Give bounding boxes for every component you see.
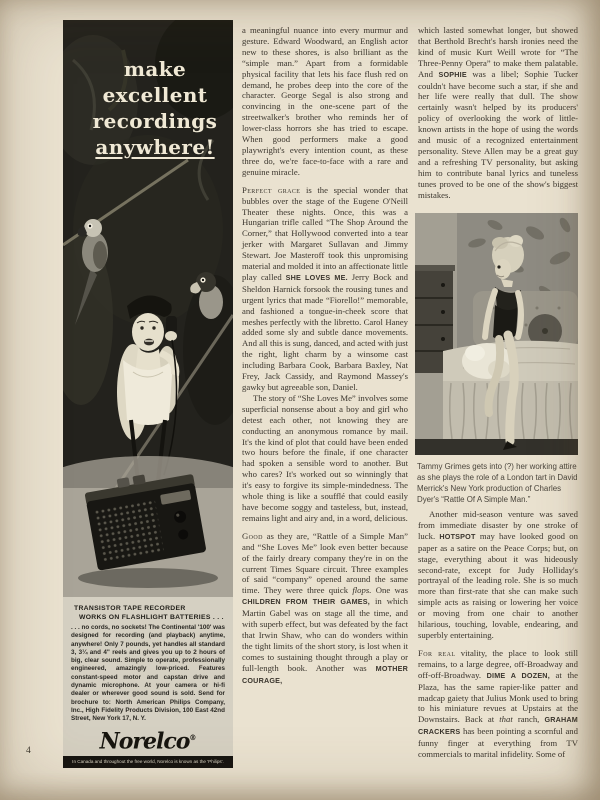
paragraph [418,509,578,641]
paragraph [242,185,408,393]
text-segment: SHE LOVES ME. [285,272,348,282]
ad-headline-line: make [123,57,187,81]
article-column-right-bottom [418,509,578,760]
text-segment: is the special wonder that bubbles over the stage of the Eugene O'Neill Theater these nights. Once, this was a Hungarian trifle called “The Shop Around the Corner,” that Hollywood converted into a tear jerker with Margaret Sullavan and Jimmy Stewart. Joe Masteroff took this unpromising material and molded it into an affectionate little play called [242,184,409,282]
ad-headline-line: anywhere! [95,135,215,159]
ad-copy-subheading: WORKS ON FLASHLIGHT BATTERIES . . . [79,614,224,621]
text-segment: was a libel; Sophie Tucker couldn't have become such a star, if she and her life were really that dull. The show certainly wasn't helped by its producers' policy of overlooking the work of little-known artists in the hope of using the words and music of a recognized entertainment personality. Steve Allen may be a great guy and a refreshing TV personality, but asking him to contribute banal lyrics and tuneless tunes proved to be one of the show's biggest mistakes. [418,68,578,200]
text-segment: Another mid-season venture was saved from immediate disaster by one stroke of luck. [418,509,578,541]
text-segment: Good [242,530,263,541]
ad-copy-body: . . . no cords, no sockets! The Continental '100' was designed for recording (and playback) anytime, anywhere! Only 7 pounds, yet handles all standard 3, 3¼ and 4" reels and gives you up to 2 hours of big, clear sound. Simple to operate, professionally engineered, amazingly low-priced. Features constant-speed motor and capstan drive and dynamic microphone. At your camera or hi-fi dealer or wherever good sound is sold. Send for brochure to: North American Philips Company, Inc., High Fidelity Products Division, 100 East 42nd Street, New York 17, N. Y. [71,624,225,723]
text-segment: flops. [352,585,372,596]
article-column-middle [242,25,408,686]
text-segment: CHILDREN FROM THEIR GAMES, [242,597,370,607]
text-segment: GRAHAM CRACKERS [418,715,578,737]
registered-mark: ® [189,732,197,742]
text-segment: HOTSPOT [439,531,476,541]
ad-copy [63,597,233,762]
paragraph [418,25,578,201]
ad-headline-line: excellent [102,83,208,107]
paragraph [242,25,408,178]
paragraph [242,393,408,524]
text-segment: vitality, the place to look still remains, to a large degree, off-Broadway and off-off-Broadway. [418,647,578,680]
article-column-right-top [418,25,578,201]
text-segment: a meaningful nuance into every murmur and gesture. Edward Woodward, an English actor new to these shores, is also brilliant as the “simple man.” Apart from a formidable physical facility that lets his face flush red on demand, he probes deep into the core of the character. George Segal is also strong and convincing in the one-scene part of the streetwalker's brother who reminds her of lower-class horrors she has tried to escape. When good performers make a good playwright's every intention count, as these three do, we're face-to-face with a rare and genuine miracle. [242,25,408,177]
paragraph [242,531,408,687]
text-segment: The story of “She Loves Me” involves some superficial nonsense about a boy and girl who detest each other, not knowing they are conducting an anonymous romance by mail. It's the kind of plot that could have been ended two hours before the finale, if one character had spoken a sensible word to another. But who cares? It's worked out so winningly that it's easy to forgive its simple-mindedness. The whole thing is like a soufflé that could easily have become soggy and tasteless, but, instead, remains light and airy and, in a word, delicious. [242,392,408,523]
text-segment: MOTHER COURAGE, [242,663,408,685]
norelco-logo-text: Norelco [99,727,190,754]
text-segment: For real [418,647,456,658]
text-segment: ranch, [512,714,545,725]
tammy-grimes-photo [415,213,578,455]
text-segment: has been pointing a scornful and funny finger at everything from TV commercials to marital infidelity. Some of [418,726,578,760]
norelco-logo [71,726,225,753]
paragraph [418,648,578,760]
page-number: 4 [26,746,31,756]
text-segment: SOPHIE [438,69,467,79]
ad-illustration [63,20,233,597]
text-segment: may have looked good on paper as a satire on the Peace Corps; but, on stage, everything about it was hideously second-rate, except for Judy Holliday's portrayal of the leading role. She is so much more than first-rate that she can make such simple acts as raising or lowering her voice or moving from one chair to another hilarious, touching, lovable, endearing, and superbly entertaining. [418,530,578,640]
text-segment: which lasted somewhat longer, but showed that Berthold Brecht's harsh ironies need the kind of music Kurt Weill wrote for “The Three-Penny Opera” to make them palatable. And [418,25,578,79]
ad-copy-heading: TRANSISTOR TAPE RECORDER [74,605,186,612]
text-segment: in which Martin Gabel was on stage all the time, and with superb effect, but was defeated by the fact that Irwin Shaw, who can do wonders within the tight limits of the short story, is lost when it comes to sustaining thought through a play or full-length book. Another was [242,596,408,673]
ad-footnote: In Canada and throughout the free world, Norelco is known as the 'Philips'. [63,756,233,768]
text-segment: as they are, “Rattle of a Simple Man” and “She Loves Me” look even better because of the fairly dreary company they're in on the current Times Square circuit. Three examples of said “company” opened around the same time. They were three quick [242,530,408,596]
text-segment: Perfect grace [242,184,301,195]
text-segment: Jerry Bock and Sheldon Harnick forsook the rousing tunes and urgent lyrics that made “Fiorello!” memorable, and fashioned a tongue-in-cheek score that meshes perfectly with the libretto. Carol Haney added some sly and subtle dance movements. And all this is sung, danced, and acted with just the right, light charm by a winsome cast including Barbara Cook, Barbara Baxley, Nat Frey, Jack Cassidy, and Raymond Massey's gawky but agreeable son, Daniel. [242,271,409,392]
ad-headline-line: recordings [92,109,218,133]
text-segment: DIME A DOZEN, [486,670,550,680]
text-segment: One was [371,585,408,596]
stage-photo [415,213,578,455]
text-segment: that [499,714,513,725]
text-segment: at the Plaza, has the same rapier-like patter and madcap gaiety that Julius Monk used to bring to his miniature revues at Upstairs at the Downstairs. Back at [418,669,579,725]
norelco-ad [63,20,233,762]
photo-caption: Tammy Grimes gets into (?) her working attire as she plays the role of a London tart in David Merrick's New York production of Charles Dyer's “Rattle Of A Simple Man.” [417,462,578,504]
ad-headline [63,56,233,160]
